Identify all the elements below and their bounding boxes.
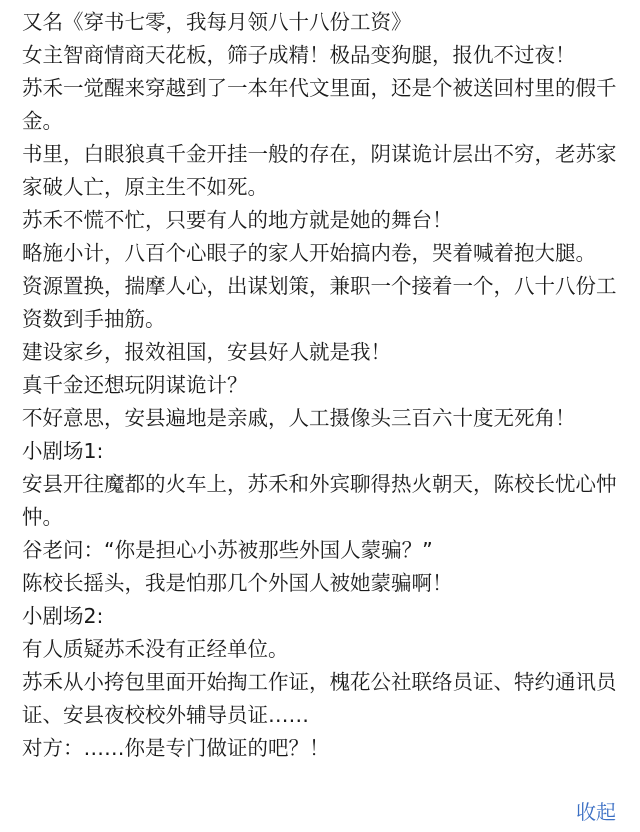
intro-paragraph: 苏禾不慌不忙，只要有人的地方就是她的舞台！ <box>22 208 453 232</box>
intro-paragraph: 苏禾从小挎包里面开始掏工作证，槐花公社联络员证、特约通讯员证、安县夜校校外辅导员证…… <box>22 670 617 727</box>
intro-paragraph-alias: 又名《穿书七零，我每月领八十八份工资》 <box>22 10 412 34</box>
intro-paragraph: 资源置换，揣摩人心，出谋划策，兼职一个接着一个，八十八份工资数到手抽筋。 <box>22 274 617 331</box>
intro-paragraph-last: 对方：……你是专门做证的吧？！ <box>22 736 330 760</box>
intro-paragraph: 不好意思，安县遍地是亲戚，人工摄像头三百六十度无死角！ <box>22 406 576 430</box>
intro-paragraph: 建设家乡，报效祖国，安县好人就是我！ <box>22 340 391 364</box>
intro-paragraph: 真千金还想玩阴谋诡计？ <box>22 373 248 397</box>
intro-section-heading-2: 小剧场2: <box>22 604 104 628</box>
intro-paragraph: 陈校长摇头，我是怕那几个外国人被她蒙骗啊！ <box>22 571 453 595</box>
intro-paragraph: 安县开往魔都的火车上，苏禾和外宾聊得热火朝天，陈校长忧心忡忡。 <box>22 472 617 529</box>
collapse-link[interactable]: 收起 <box>576 800 616 824</box>
intro-paragraph: 书里，白眼狼真千金开挂一般的存在，阴谋诡计层出不穷，老苏家家破人亡，原主生不如死。 <box>22 142 617 199</box>
intro-paragraph: 有人质疑苏禾没有正经单位。 <box>22 637 289 661</box>
intro-paragraph-tagline: 女主智商情商天花板，筛子成精！极品变狗腿，报仇不过夜！ <box>22 43 576 67</box>
book-intro <box>22 6 626 765</box>
intro-paragraph: 略施小计，八百个心眼子的家人开始搞内卷，哭着喊着抱大腿。 <box>22 241 596 265</box>
intro-paragraph: 苏禾一觉醒来穿越到了一本年代文里面，还是个被送回村里的假千金。 <box>22 76 617 133</box>
intro-section-heading-1: 小剧场1: <box>22 439 104 463</box>
intro-paragraph: 谷老问：“你是担心小苏被那些外国人蒙骗？” <box>22 538 433 562</box>
